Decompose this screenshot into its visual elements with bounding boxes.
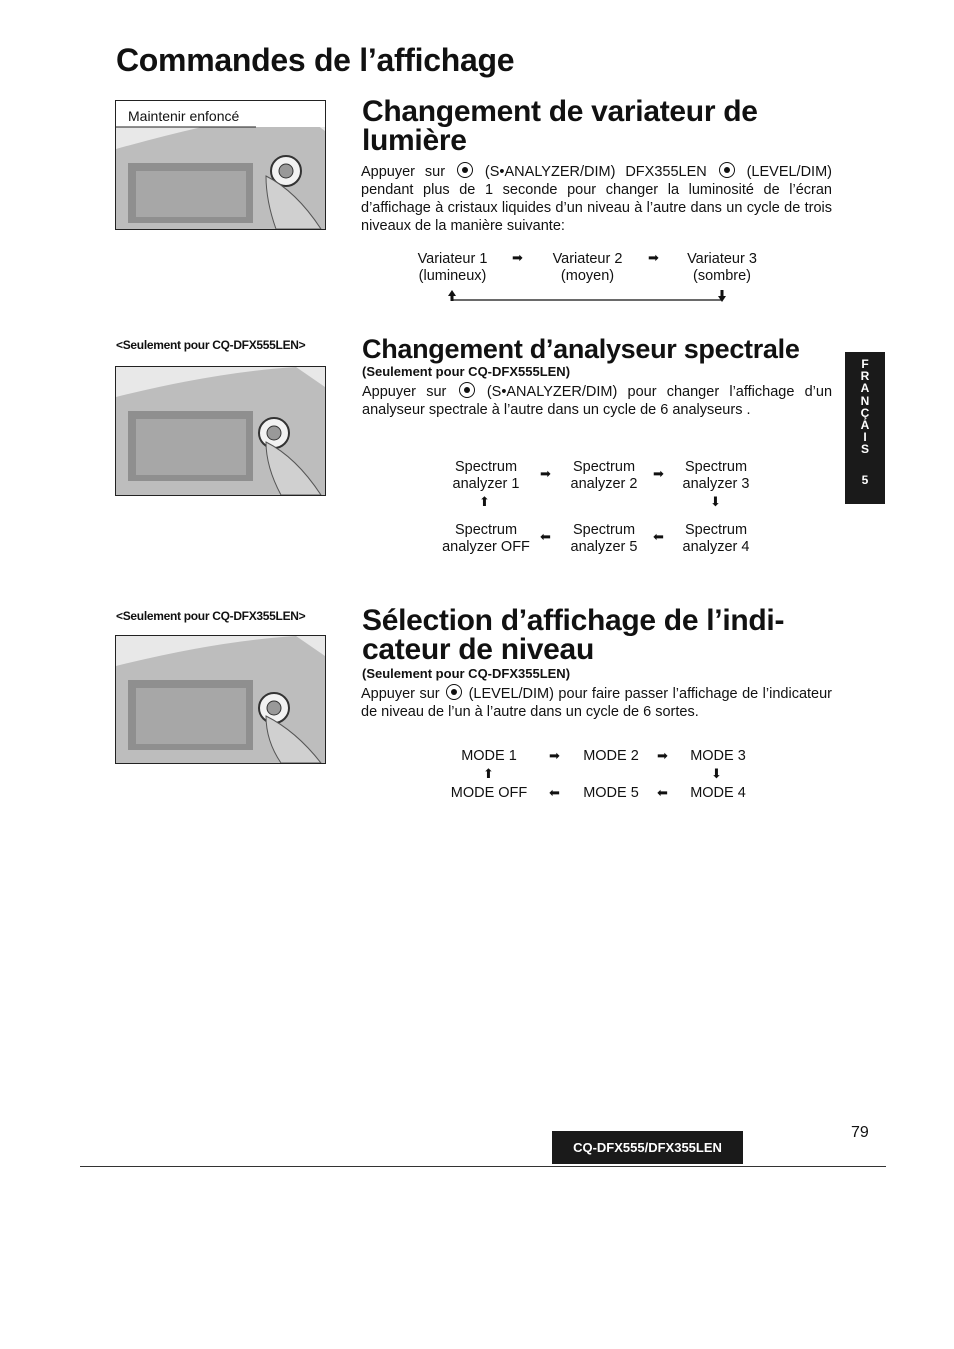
level-mode-2: MODE 2 xyxy=(583,748,639,764)
round-button-icon xyxy=(446,684,462,700)
page-number: 79 xyxy=(851,1124,869,1141)
arrow-up-icon: ⬆ xyxy=(479,494,490,509)
analyzer-step-off: Spectrum analyzer OFF xyxy=(442,522,530,555)
section-title-dimmer: Changement de variateur de lumière xyxy=(362,95,758,157)
arrow-down-icon: ⬇ xyxy=(710,494,721,509)
round-button-icon xyxy=(459,382,475,398)
round-button-icon xyxy=(457,162,473,178)
model-note-555: <Seulement pour CQ-DFX555LEN> xyxy=(116,338,306,352)
device-photo-level xyxy=(115,635,326,764)
level-mode-5: MODE 5 xyxy=(583,785,639,801)
device-photo-analyzer xyxy=(115,366,326,496)
analyzer-step-5: Spectrum analyzer 5 xyxy=(570,522,638,555)
level-mode-3: MODE 3 xyxy=(690,748,746,764)
section-title-level: Sélection d’affichage de l’indi- cateur de niveau xyxy=(362,604,785,666)
page-title: Commandes de l’affichage xyxy=(116,42,515,78)
model-note-355: <Seulement pour CQ-DFX355LEN> xyxy=(116,609,306,623)
photo-caption: Maintenir enfoncé xyxy=(128,108,240,124)
car-stereo-illustration xyxy=(116,636,325,763)
level-mode-off: MODE OFF xyxy=(450,785,528,801)
analyzer-step-4: Spectrum analyzer 4 xyxy=(682,522,750,555)
device-photo-dim xyxy=(115,100,326,230)
car-stereo-illustration xyxy=(116,367,325,495)
language-tab: F R A N Ç A I S 5 xyxy=(845,352,885,504)
section-subtitle-analyzer: (Seulement pour CQ-DFX555LEN) xyxy=(362,364,571,379)
arrow-icon: ➡ xyxy=(653,466,664,481)
analyzer-step-1: Spectrum analyzer 1 xyxy=(452,459,520,492)
arrow-icon: ➡ xyxy=(512,250,523,265)
section-body-level: Appuyer sur (LEVEL/DIM) pour faire passer l’affichage de l’indicateur de niveau de l’un à l’autre dans un cycle de 6 sortes. xyxy=(361,686,832,720)
arrow-icon: ➡ xyxy=(540,466,551,481)
arrow-up-icon: ⬆ xyxy=(483,766,494,781)
arrow-icon: ➡ xyxy=(549,748,560,763)
level-mode-1: MODE 1 xyxy=(461,748,517,764)
arrow-icon: ➡ xyxy=(657,748,668,763)
section-title-analyzer: Changement d’analyseur spectrale xyxy=(362,334,800,364)
dimmer-step-2: Variateur 2 (moyen) xyxy=(552,251,623,284)
footer-model: CQ-DFX555/DFX355LEN xyxy=(552,1131,743,1164)
arrow-down-icon: ⬇ xyxy=(711,766,722,781)
arrow-icon: ➡ xyxy=(648,250,659,265)
level-mode-4: MODE 4 xyxy=(690,785,746,801)
footer-rule xyxy=(80,1166,886,1167)
dimmer-step-3: Variateur 3 (sombre) xyxy=(687,251,757,284)
section-subtitle-level: (Seulement pour CQ-DFX355LEN) xyxy=(362,666,571,681)
arrow-icon: ⬅ xyxy=(657,785,668,800)
round-button-icon xyxy=(719,162,735,178)
arrow-icon: ⬅ xyxy=(653,529,664,544)
cycle-return-line xyxy=(440,287,760,307)
section-body-dimmer: Appuyer sur (S•ANALYZER/DIM) DFX355LEN (LEVEL/DIM) pendant plus de 1 seconde pour changer la luminosité de l’écran d’affichage à cristaux liquides d’un niveau à l’autre dans un cycle de trois niveaux de la manière suivante: xyxy=(361,164,832,234)
analyzer-step-2: Spectrum analyzer 2 xyxy=(570,459,638,492)
arrow-icon: ⬅ xyxy=(540,529,551,544)
arrow-icon: ⬅ xyxy=(549,785,560,800)
analyzer-step-3: Spectrum analyzer 3 xyxy=(682,459,750,492)
section-body-analyzer: Appuyer sur (S•ANALYZER/DIM) pour changer l’affichage d’un analyseur spectrale à l’autre dans un cycle de 6 analyseurs . xyxy=(362,384,833,418)
dimmer-step-1: Variateur 1 (lumineux) xyxy=(417,251,488,284)
